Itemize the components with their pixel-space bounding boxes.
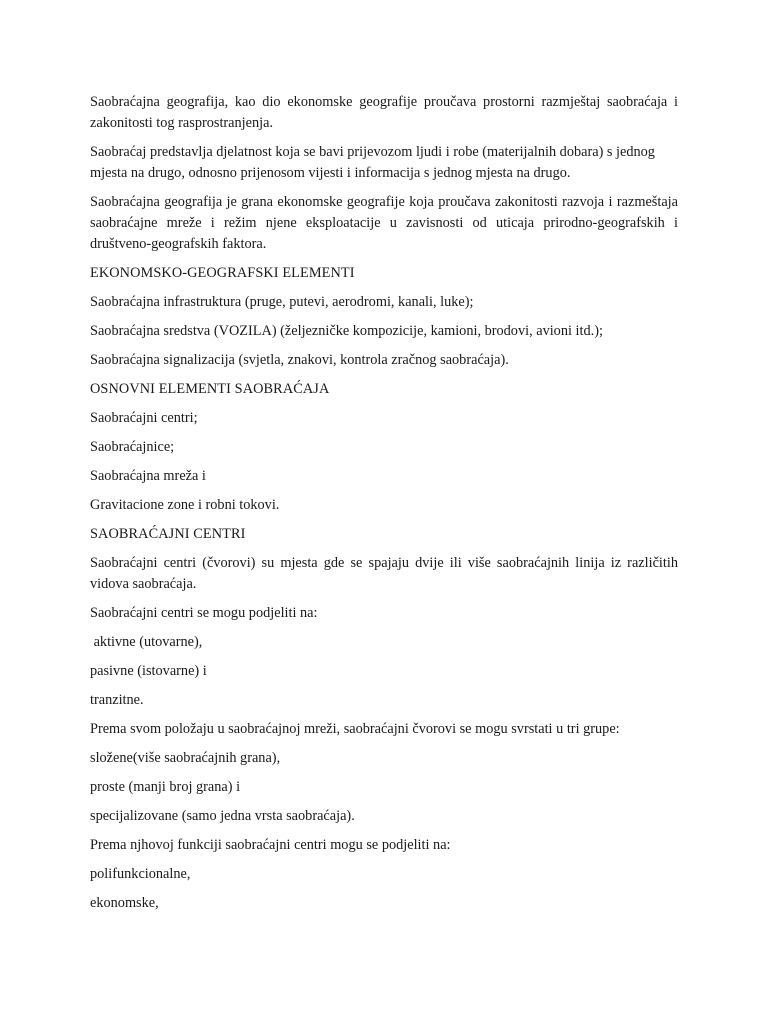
list-item-transit: tranzitne. — [90, 692, 144, 708]
list-item-simple: proste (manji broj grana) i — [90, 779, 241, 795]
section-heading-economic-elements: EKONOMSKO-GEOGRAFSKI ELEMENTI — [90, 265, 355, 281]
list-item-gravitation-zones: Gravitacione zone i robni tokovi. — [90, 497, 280, 513]
list-item-signalization: Saobraćajna signalizacija (svjetla, znakovi, kontrola zračnog saobraćaja). — [90, 352, 509, 368]
paragraph-intro-geography: Saobraćajna geografija, kao dio ekonomske geografije proučava prostorni razmještaj saobraćaja i zakonitosti tog rasprostranjenja. — [90, 94, 678, 131]
list-item-vehicles: Saobraćajna sredstva (VOZILA) (željezničke kompozicije, kamioni, brodovi, avioni itd.); — [90, 323, 603, 339]
paragraph-centers-division: Saobraćajni centri se mogu podjeliti na: — [90, 605, 318, 621]
list-item-economic: ekonomske, — [90, 895, 159, 911]
list-item-specialized: specijalizovane (samo jedna vrsta saobraćaja). — [90, 808, 355, 824]
list-item-complex: složene(više saobraćajnih grana), — [90, 750, 281, 766]
paragraph-function-division: Prema njhovoj funkciji saobraćajni centri mogu se podjeliti na: — [90, 837, 451, 853]
paragraph-position-groups: Prema svom položaju u saobraćajnoj mreži, saobraćajni čvorovi se mogu svrstati u tri grupe: — [90, 721, 620, 737]
paragraph-centers-definition: Saobraćajni centri (čvorovi) su mjesta gde se spajaju dvije ili više saobraćajnih linija iz različitih vidova saobraćaja. — [90, 555, 678, 592]
list-item-roads: Saobraćajnice; — [90, 439, 175, 455]
list-item-network: Saobraćajna mreža i — [90, 468, 206, 484]
list-item-infrastructure: Saobraćajna infrastruktura (pruge, putevi, aerodromi, kanali, luke); — [90, 294, 474, 310]
list-item-passive: pasivne (istovarne) i — [90, 663, 207, 679]
section-heading-basic-elements: OSNOVNI ELEMENTI SAOBRAĆAJA — [90, 381, 330, 397]
paragraph-definition-geography: Saobraćajna geografija je grana ekonomske geografije koja proučava zakonitosti razvoja i razmeštaja saobraćajne mreže i režim njene eksploatacije u zavisnosti od uticaja prirodno-geografskih i društveno-geografskih faktora. — [90, 194, 678, 252]
list-item-active: aktivne (utovarne), — [90, 634, 203, 650]
section-heading-traffic-centers: SAOBRAĆAJNI CENTRI — [90, 526, 246, 542]
list-item-polyfunctional: polifunkcionalne, — [90, 866, 191, 882]
paragraph-definition-traffic: Saobraćaj predstavlja djelatnost koja se bavi prijevozom ljudi i robe (materijalnih dobara) s jednog mjesta na drugo, odnosno prijenosom vijesti i informacija s jednog mjesta na drugo. — [90, 144, 655, 181]
document-body — [90, 92, 678, 922]
list-item-centers: Saobraćajni centri; — [90, 410, 198, 426]
